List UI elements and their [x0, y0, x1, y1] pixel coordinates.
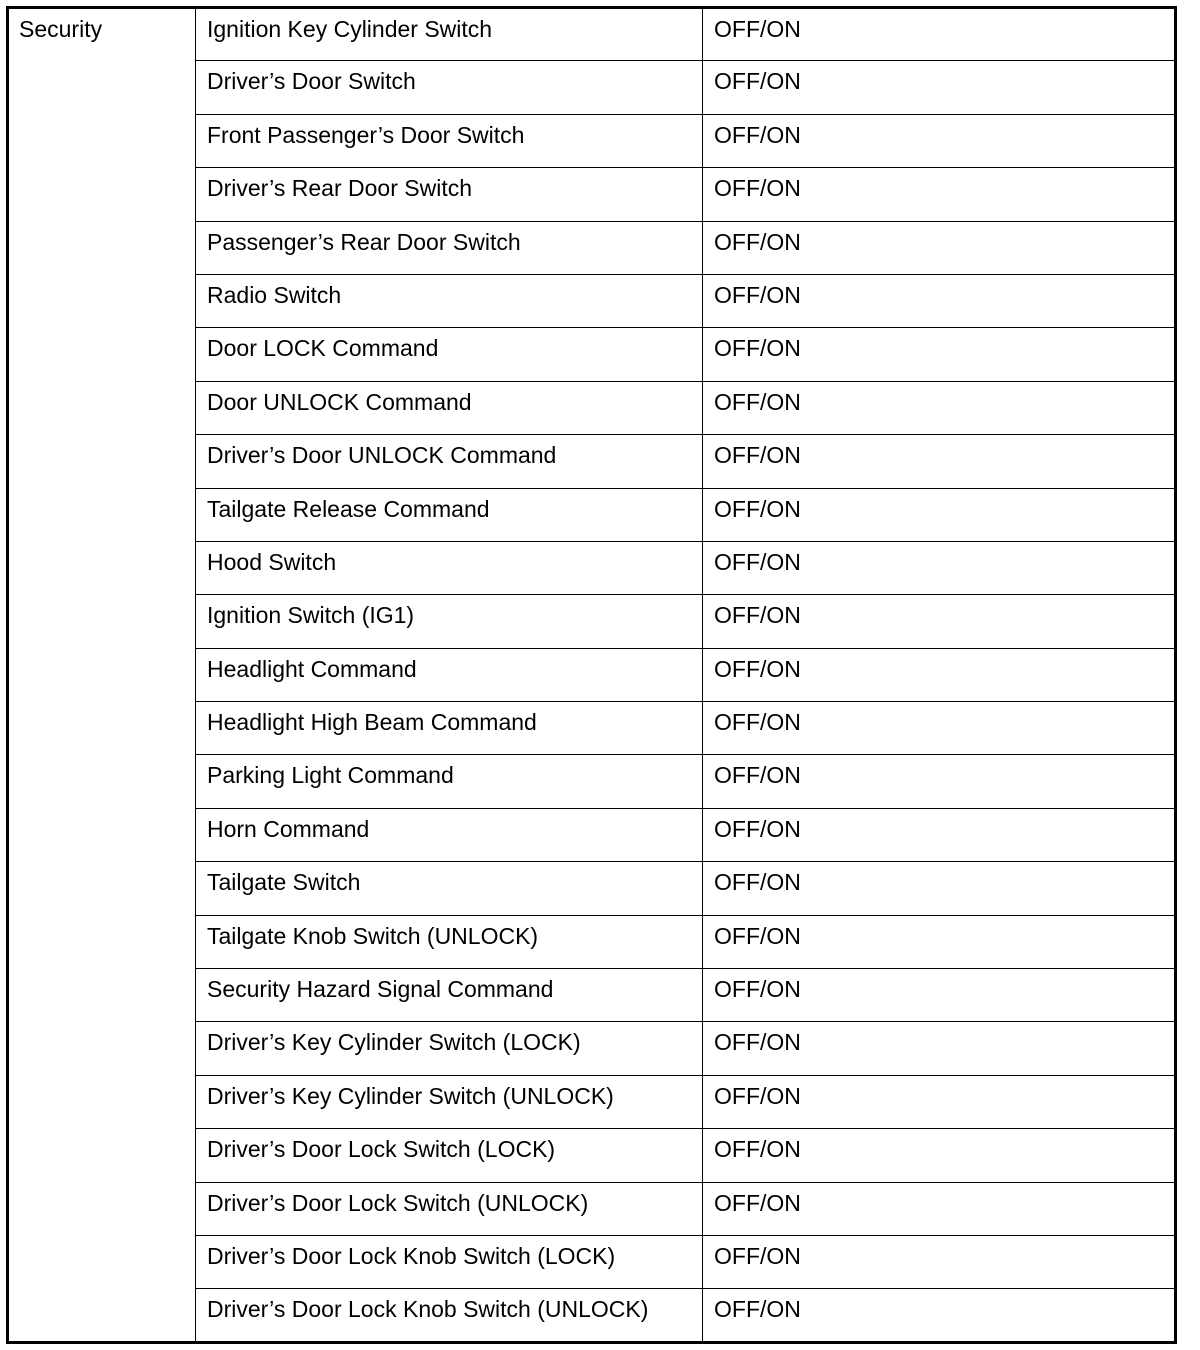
- item-cell: Driver’s Key Cylinder Switch (LOCK): [196, 1022, 703, 1075]
- value-cell: OFF/ON: [703, 969, 1176, 1022]
- item-cell: Radio Switch: [196, 274, 703, 327]
- value-cell: OFF/ON: [703, 808, 1176, 861]
- item-cell: Tailgate Switch: [196, 862, 703, 915]
- value-cell: OFF/ON: [703, 862, 1176, 915]
- item-cell: Driver’s Door Lock Switch (LOCK): [196, 1129, 703, 1182]
- category-cell: Security: [8, 8, 196, 1343]
- item-cell: Headlight High Beam Command: [196, 702, 703, 755]
- item-cell: Front Passenger’s Door Switch: [196, 114, 703, 167]
- item-cell: Parking Light Command: [196, 755, 703, 808]
- item-cell: Door UNLOCK Command: [196, 381, 703, 434]
- item-cell: Hood Switch: [196, 541, 703, 594]
- value-cell: OFF/ON: [703, 1022, 1176, 1075]
- item-cell: Driver’s Door UNLOCK Command: [196, 435, 703, 488]
- value-cell: OFF/ON: [703, 915, 1176, 968]
- value-cell: OFF/ON: [703, 702, 1176, 755]
- value-cell: OFF/ON: [703, 114, 1176, 167]
- item-cell: Tailgate Knob Switch (UNLOCK): [196, 915, 703, 968]
- item-cell: Driver’s Key Cylinder Switch (UNLOCK): [196, 1075, 703, 1128]
- value-cell: OFF/ON: [703, 381, 1176, 434]
- value-cell: OFF/ON: [703, 61, 1176, 114]
- item-cell: Driver’s Door Lock Knob Switch (LOCK): [196, 1235, 703, 1288]
- item-cell: Headlight Command: [196, 648, 703, 701]
- item-cell: Driver’s Door Lock Switch (UNLOCK): [196, 1182, 703, 1235]
- item-cell: Horn Command: [196, 808, 703, 861]
- value-cell: OFF/ON: [703, 435, 1176, 488]
- item-cell: Driver’s Door Lock Knob Switch (UNLOCK): [196, 1289, 703, 1342]
- table-row: [8, 8, 1176, 61]
- value-cell: OFF/ON: [703, 1075, 1176, 1128]
- value-cell: OFF/ON: [703, 541, 1176, 594]
- item-cell: Ignition Switch (IG1): [196, 595, 703, 648]
- value-cell: OFF/ON: [703, 488, 1176, 541]
- security-data-table: [6, 6, 1177, 1344]
- item-cell: Driver’s Rear Door Switch: [196, 168, 703, 221]
- value-cell: OFF/ON: [703, 1182, 1176, 1235]
- value-cell: OFF/ON: [703, 755, 1176, 808]
- item-cell: Passenger’s Rear Door Switch: [196, 221, 703, 274]
- value-cell: OFF/ON: [703, 595, 1176, 648]
- item-cell: Driver’s Door Switch: [196, 61, 703, 114]
- value-cell: OFF/ON: [703, 1235, 1176, 1288]
- value-cell: OFF/ON: [703, 1129, 1176, 1182]
- value-cell: OFF/ON: [703, 274, 1176, 327]
- item-cell: Tailgate Release Command: [196, 488, 703, 541]
- value-cell: OFF/ON: [703, 221, 1176, 274]
- table-body: [8, 8, 1176, 1343]
- value-cell: OFF/ON: [703, 328, 1176, 381]
- value-cell: OFF/ON: [703, 168, 1176, 221]
- value-cell: OFF/ON: [703, 1289, 1176, 1342]
- item-cell: Security Hazard Signal Command: [196, 969, 703, 1022]
- value-cell: OFF/ON: [703, 8, 1176, 61]
- value-cell: OFF/ON: [703, 648, 1176, 701]
- item-cell: Door LOCK Command: [196, 328, 703, 381]
- item-cell: Ignition Key Cylinder Switch: [196, 8, 703, 61]
